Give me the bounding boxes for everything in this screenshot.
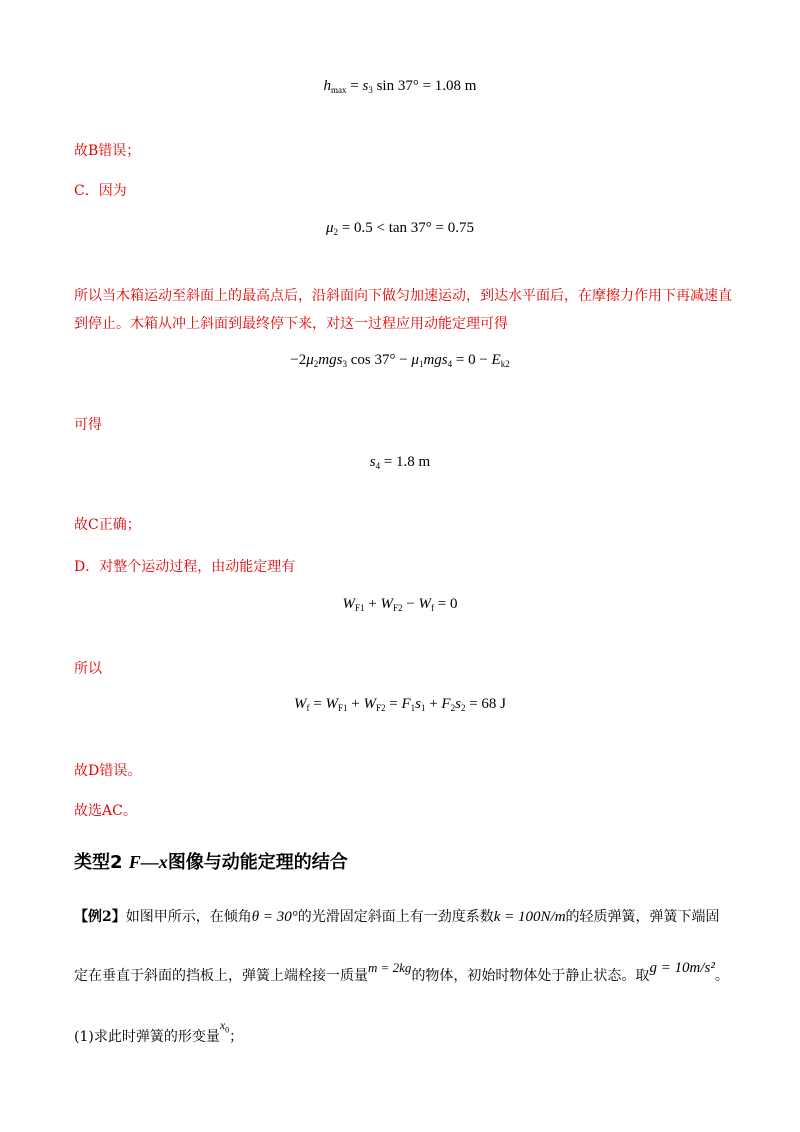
equation-s4: $s_4 = 1.8$ m	[369, 454, 431, 471]
example-tag: 【例2】	[74, 909, 126, 925]
text-answer-ac: 故选AC。	[74, 803, 137, 819]
text-c-because: C．因为	[74, 183, 127, 199]
question-1: (1)求此时弹簧的形变量$x_0$；	[74, 1018, 244, 1045]
equation-work-sum: $W_{F1} + W_{F2} - W_f = 0$	[342, 596, 458, 613]
equation-mu2: $\mu_2 = 0.5 < \tan 37^\circ = 0.75$	[326, 220, 474, 237]
paragraph-c-explanation: 所以当木箱运动至斜面上的最高点后，沿斜面向下做匀加速运动，到达水平面后，在摩擦力作用下再减速直到停止。木箱从冲上斜面到最终停下来，对这一过程应用动能定理可得	[74, 288, 732, 332]
m-value: m = 2kg	[368, 960, 412, 975]
text-b-wrong: 故B错误；	[74, 143, 141, 159]
text-d-wrong: 故D错误。	[74, 763, 142, 779]
example-line-1: 【例2】如图甲所示，在倾角θ = 30°的光滑固定斜面上有一劲度系数k = 100N/m的轻质弹簧，弹簧下端固	[74, 909, 720, 925]
equation-wf: $W_f = W_{F1} + W_{F2} = F_1s_1 + F_2s_2 = 68$ J	[294, 696, 506, 713]
equation-hmax: $h_{max} = s_3$ sin 37° = 1.08 m	[323, 78, 477, 95]
section-heading: 类型2 F—x图像与动能定理的结合	[74, 852, 348, 873]
k-value: k = 100N/m	[493, 909, 566, 925]
text-d-intro: D．对整个运动过程，由动能定理有	[74, 559, 296, 575]
text-ke: 可得	[74, 417, 102, 433]
text-c-correct: 故C正确；	[74, 517, 141, 533]
text-suoyi: 所以	[74, 661, 102, 677]
g-value: g = 10m/s²	[649, 960, 715, 976]
equation-work-energy-c: $-2\mu_2mgs_3$ $\cos 37^\circ - \mu_1mgs_4 = 0 - E_{k2}$	[290, 352, 510, 369]
theta-value: θ = 30°	[251, 909, 298, 925]
example-line-2: 定在垂直于斜面的挡板上，弹簧上端栓接一质量m = 2kg的物体，初始时物体处于静止状态。取g = 10m/s²。	[74, 960, 729, 984]
